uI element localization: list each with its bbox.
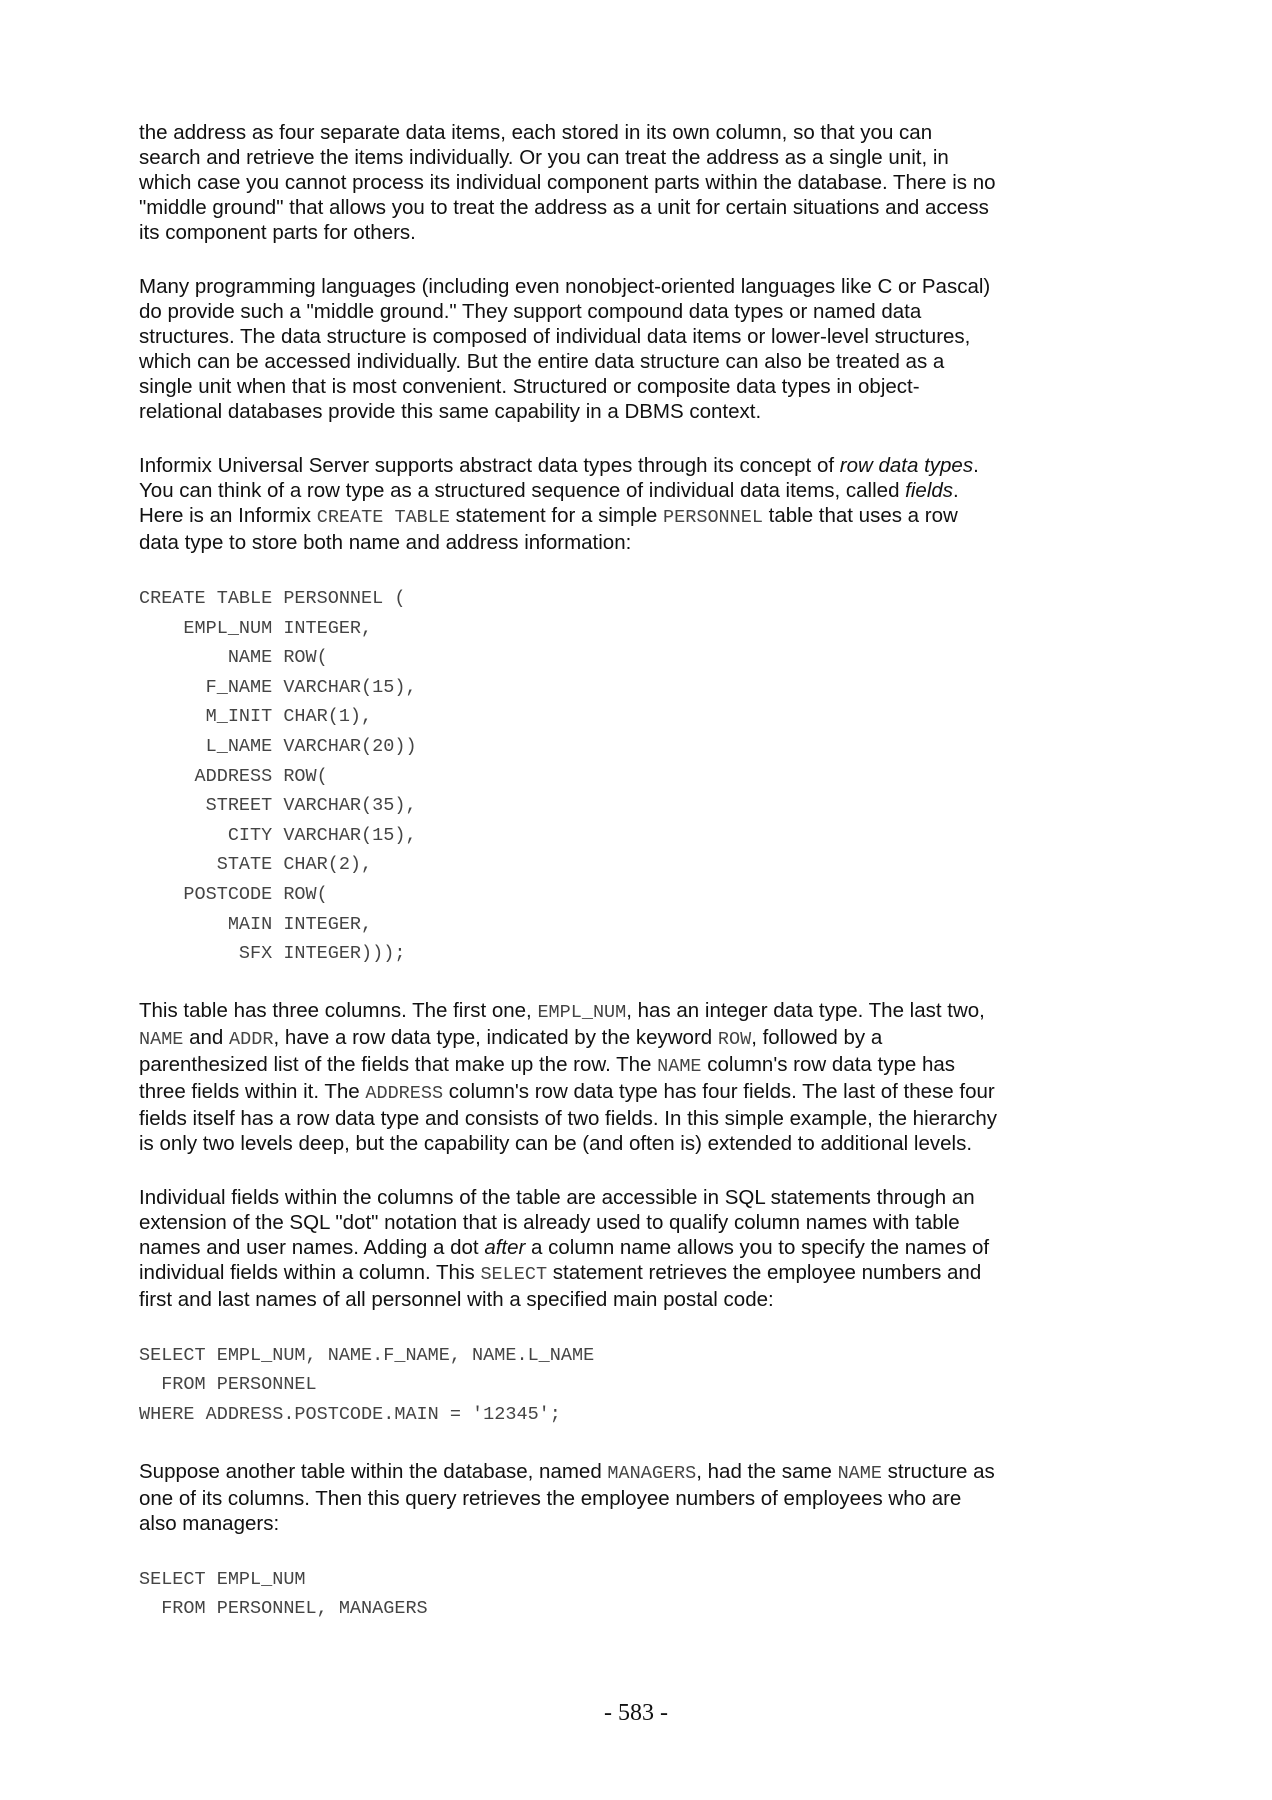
code-line: F_NAME VARCHAR(15), [139,676,417,698]
text: structure as one of its columns. Then this query retrieves the employee numbers of employees who are also managers: [139,1459,995,1535]
inline-code-create-table: CREATE TABLE [316,507,450,528]
code-block-select-managers [139,1565,999,1624]
inline-code-row: ROW [717,1028,752,1050]
text: Suppose another table within the database, named [139,1459,608,1483]
code-line: FROM PERSONNEL [139,1374,317,1396]
inline-code-managers: MANAGERS [607,1462,697,1484]
code-line: MAIN INTEGER, [139,913,373,935]
text: , have a row data type, indicated by the keyword [273,1025,718,1049]
emphasis-row-data-types: row data types [839,454,974,477]
text: , had the same [696,1459,838,1483]
page-number: - 583 - [604,1700,668,1726]
paragraph-managers [139,1459,999,1536]
code-line: ADDRESS ROW( [139,765,328,787]
text: , followed by a parenthesized list of the fields that make up the row. The [139,1025,883,1076]
text: statement retrieves the employee numbers and first and last names of all personnel with a specified main postal code: [139,1260,982,1311]
inline-code-addr: ADDR [229,1028,274,1050]
paragraph-three-columns [139,998,999,1156]
inline-code-name: NAME [657,1055,702,1077]
text: column's row data type has four fields. The last of these four fields itself has a row data type and consists of two fields. In this simple example, the hierarchy is only two levels deep, but the capability can be (and often is) extended to additional levels. [139,1079,997,1155]
code-line: SELECT EMPL_NUM, NAME.F_NAME, NAME.L_NAME [139,1344,595,1366]
code-line: L_NAME VARCHAR(20)) [139,735,417,757]
code-line: M_INIT CHAR(1), [139,706,373,728]
text: and [183,1025,230,1049]
code-line: EMPL_NUM INTEGER, [139,617,373,639]
code-line: SFX INTEGER))); [139,943,406,965]
text: column's row data type has three fields within it. The [139,1052,956,1103]
text: This table has three columns. The first one, [139,998,538,1022]
code-line: POSTCODE ROW( [139,883,328,905]
code-block-create-table [139,584,999,969]
text: table that uses a row data type to store both name and address information: [139,504,958,554]
emphasis-fields: fields [905,479,954,502]
inline-code-select: SELECT [480,1263,548,1285]
code-line: SELECT EMPL_NUM [139,1568,306,1590]
inline-code-name: NAME [837,1462,882,1484]
paragraph-dot-notation [139,1185,999,1312]
text: . You can think of a row type as a structured sequence of individual data items, called [139,454,979,502]
inline-code-personnel: PERSONNEL [663,507,763,528]
code-line: CITY VARCHAR(15), [139,824,417,846]
text: , has an integer data type. The last two, [626,998,985,1022]
paragraph-programming-languages: Many programming languages (including even nonobject-oriented languages like C or Pascal) do provide such a "middle ground." They support compound data types or named data structures. The data structure is composed of individual data items or lower-level structures, which can be accessed individually. But the entire data structure can also be treated as a single unit when that is most convenient. Structured or composite data types in object-relational databases provide this same capability in a DBMS context. [139,275,991,423]
paragraph-address-units: the address as four separate data items, each stored in its own column, so that you can search and retrieve the items individually. Or you can treat the address as a single unit, in which case you cannot process its individual component parts within the database. There is no "middle ground" that allows you to treat the address as a unit for certain situations and access its component parts for others. [139,121,996,244]
document-page [139,120,999,1653]
code-line: CREATE TABLE PERSONNEL ( [139,588,406,609]
inline-code-empl-num: EMPL_NUM [537,1001,627,1023]
emphasis-after: after [484,1235,526,1259]
text: Informix Universal Server supports abstract data types through its concept of [139,454,840,477]
code-line: NAME ROW( [139,647,328,669]
code-line: STREET VARCHAR(35), [139,795,417,817]
text: Individual fields within the columns of the table are accessible in SQL statements through an extension of the SQL "dot" notation that is already used to qualify column names with table names and user names. Adding a dot [139,1185,975,1259]
text: statement for a simple [449,504,664,527]
inline-code-name: NAME [139,1028,184,1050]
code-line: FROM PERSONNEL, MANAGERS [139,1598,428,1620]
code-line: STATE CHAR(2), [139,854,373,876]
code-block-select-postcode [139,1341,999,1430]
inline-code-address: ADDRESS [365,1082,444,1104]
paragraph-row-data-types [139,453,999,555]
code-line: WHERE ADDRESS.POSTCODE.MAIN = '12345'; [139,1403,561,1425]
text: a column name allows you to specify the names of individual fields within a column. This [139,1235,990,1284]
text: . Here is an Informix [139,479,959,527]
